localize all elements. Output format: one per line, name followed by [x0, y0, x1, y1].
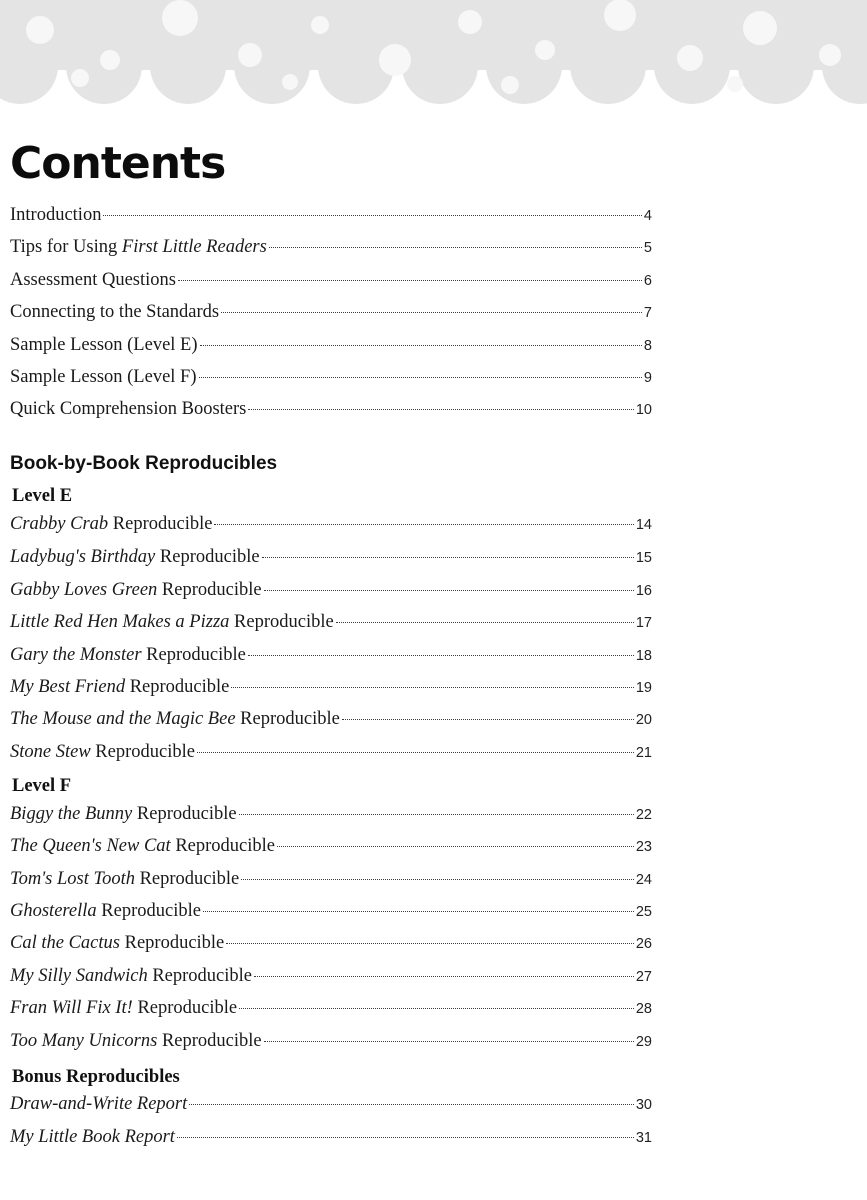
- dot-leader: [264, 590, 634, 591]
- book-title: Crabby Crab: [10, 514, 109, 534]
- toc-page-number: 21: [635, 745, 652, 761]
- bonus-heading: Bonus Reproducibles: [12, 1067, 180, 1087]
- toc-entry-stone-stew[interactable]: [10, 742, 652, 772]
- dot-leader: [177, 1137, 634, 1138]
- toc-page-number: 14: [635, 517, 652, 533]
- dot-leader: [200, 345, 642, 346]
- toc-page-number: 7: [643, 305, 652, 321]
- page-title: Contents: [10, 138, 226, 189]
- book-title: Draw-and-Write Report: [10, 1094, 188, 1114]
- toc-page-number: 24: [635, 872, 652, 888]
- book-title: Too Many Unicorns: [10, 1031, 158, 1051]
- toc-entry-assessment-questions[interactable]: [10, 270, 652, 300]
- toc-page-number: 29: [635, 1034, 652, 1050]
- toc-label: My Best Friend Reproducible: [10, 677, 230, 697]
- toc-page-number: 30: [635, 1097, 652, 1113]
- toc-label: Introduction: [10, 205, 102, 225]
- book-title: My Best Friend: [10, 677, 126, 697]
- toc-entry-fran-will-fix-it[interactable]: [10, 998, 652, 1028]
- toc-entry-gary-the-monster[interactable]: [10, 645, 652, 675]
- toc-label: [10, 1127, 175, 1148]
- toc-page-number: 25: [635, 904, 652, 920]
- book-title: Cal the Cactus: [10, 933, 120, 953]
- book-title: Fran Will Fix It!: [10, 998, 133, 1018]
- banner-dot: [282, 74, 298, 90]
- dot-leader: [178, 280, 642, 281]
- toc-label: Cal the Cactus Reproducible: [10, 933, 225, 953]
- book-title: Biggy the Bunny: [10, 804, 133, 824]
- toc-label: Sample Lesson (Level E): [10, 335, 198, 355]
- toc-entry-comprehension-boosters[interactable]: [10, 399, 652, 429]
- toc-page-number: 18: [635, 648, 652, 664]
- toc-entry-mouse-and-magic-bee[interactable]: [10, 709, 652, 739]
- book-title: Ladybug's Birthday: [10, 547, 156, 567]
- book-title: First Little Readers: [121, 237, 267, 257]
- banner-dot: [458, 10, 482, 34]
- dot-leader: [221, 312, 642, 313]
- banner-dot: [379, 44, 411, 76]
- dot-leader: [254, 976, 634, 977]
- toc-entry-my-little-book-report[interactable]: [10, 1127, 652, 1157]
- book-title: Ghosterella: [10, 901, 97, 921]
- toc-label: Tom's Lost Tooth Reproducible: [10, 869, 240, 889]
- toc-label: Sample Lesson (Level F): [10, 367, 197, 387]
- toc-page-number: 22: [635, 807, 652, 823]
- toc-page-number: 17: [635, 615, 652, 631]
- toc-entry-queens-new-cat[interactable]: [10, 836, 652, 866]
- toc-label: Ladybug's Birthday Reproducible: [10, 547, 260, 567]
- toc-label: Ghosterella Reproducible: [10, 901, 201, 921]
- toc-entry-gabby-loves-green[interactable]: [10, 580, 652, 610]
- toc-entry-ghosterella[interactable]: [10, 901, 652, 931]
- dot-leader: [262, 557, 634, 558]
- banner-dot: [743, 11, 777, 45]
- dot-leader: [277, 846, 634, 847]
- banner-dot: [727, 76, 743, 92]
- toc-entry-toms-lost-tooth[interactable]: [10, 869, 652, 899]
- banner-dot: [677, 45, 703, 71]
- toc-label: Stone Stew Reproducible: [10, 742, 195, 762]
- dot-leader: [264, 1041, 634, 1042]
- toc-entry-cal-the-cactus[interactable]: [10, 933, 652, 963]
- book-title: Little Red Hen Makes a Pizza: [10, 612, 230, 632]
- toc-page-number: 20: [635, 712, 652, 728]
- dot-leader: [103, 215, 641, 216]
- toc-entry-my-silly-sandwich[interactable]: [10, 966, 652, 996]
- book-title: Tom's Lost Tooth: [10, 869, 135, 889]
- decorative-banner: [0, 0, 867, 110]
- banner-dot: [604, 0, 636, 31]
- book-title: The Mouse and the Magic Bee: [10, 709, 236, 729]
- banner-dot: [26, 16, 54, 44]
- dot-leader: [197, 752, 634, 753]
- toc-label: Tips for Using First Little Readers: [10, 237, 267, 257]
- book-title: My Little Book Report: [10, 1127, 175, 1147]
- toc-label: Gary the Monster Reproducible: [10, 645, 246, 665]
- toc-label: The Queen's New Cat Reproducible: [10, 836, 275, 856]
- toc-page-number: 28: [635, 1001, 652, 1017]
- dot-leader: [203, 911, 634, 912]
- toc-label: Biggy the Bunny Reproducible: [10, 804, 237, 824]
- banner-dot: [501, 76, 519, 94]
- book-title: Stone Stew: [10, 742, 91, 762]
- toc-entry-sample-lesson-e[interactable]: [10, 335, 652, 365]
- dot-leader: [241, 879, 634, 880]
- toc-page-number: 9: [643, 370, 652, 386]
- book-title: Gabby Loves Green: [10, 580, 158, 600]
- toc-entry-ladybugs-birthday[interactable]: [10, 547, 652, 577]
- toc-entry-draw-and-write-report[interactable]: [10, 1094, 652, 1124]
- banner-dot: [311, 16, 329, 34]
- dot-leader: [214, 524, 633, 525]
- dot-leader: [199, 377, 642, 378]
- toc-page-number: 10: [635, 402, 652, 418]
- level-f-heading: Level F: [12, 776, 72, 796]
- dot-leader: [336, 622, 634, 623]
- toc-label: Too Many Unicorns Reproducible: [10, 1031, 262, 1051]
- dot-leader: [269, 247, 642, 248]
- dot-leader: [342, 719, 634, 720]
- toc-label: My Silly Sandwich Reproducible: [10, 966, 252, 986]
- book-title: The Queen's New Cat: [10, 836, 171, 856]
- toc-page-number: 26: [635, 936, 652, 952]
- banner-dot: [238, 43, 262, 67]
- toc-page-number: 23: [635, 839, 652, 855]
- dot-leader: [248, 409, 633, 410]
- toc-label: Connecting to the Standards: [10, 302, 220, 322]
- section-heading: Book-by-Book Reproducibles: [10, 453, 278, 474]
- toc-entry-tips[interactable]: [10, 237, 652, 267]
- toc-label: Quick Comprehension Boosters: [10, 399, 247, 419]
- book-title: Gary the Monster: [10, 645, 142, 665]
- toc-entry-introduction[interactable]: [10, 205, 652, 235]
- toc-label: Gabby Loves Green Reproducible: [10, 580, 262, 600]
- toc-entry-crabby-crab[interactable]: [10, 514, 652, 544]
- level-e-heading: Level E: [12, 486, 73, 506]
- banner-dot: [535, 40, 555, 60]
- toc-page-number: 19: [635, 680, 652, 696]
- banner-dot: [819, 44, 841, 66]
- toc-label: Little Red Hen Makes a Pizza Reproducible: [10, 612, 334, 632]
- toc-page-number: 16: [635, 583, 652, 599]
- banner-dot: [100, 50, 120, 70]
- toc-label: Assessment Questions: [10, 270, 176, 290]
- dot-leader: [189, 1104, 634, 1105]
- toc-entry-little-red-hen[interactable]: [10, 612, 652, 642]
- toc-page-number: 8: [643, 338, 652, 354]
- banner-dot: [71, 69, 89, 87]
- toc-label: Crabby Crab Reproducible: [10, 514, 213, 534]
- dot-leader: [231, 687, 633, 688]
- toc-page-number: 31: [635, 1130, 652, 1146]
- toc-page-number: 5: [643, 240, 652, 256]
- toc-page-number: 27: [635, 969, 652, 985]
- toc-page-number: 6: [643, 273, 652, 289]
- toc-entry-biggy-the-bunny[interactable]: [10, 804, 652, 834]
- toc-entry-standards[interactable]: [10, 302, 652, 332]
- toc-label: The Mouse and the Magic Bee Reproducible: [10, 709, 340, 729]
- banner-dot: [162, 0, 198, 36]
- dot-leader: [239, 1008, 634, 1009]
- toc-label: [10, 1094, 187, 1115]
- toc-entry-my-best-friend[interactable]: [10, 677, 652, 707]
- book-title: My Silly Sandwich: [10, 966, 148, 986]
- dot-leader: [248, 655, 634, 656]
- toc-page-number: 15: [635, 550, 652, 566]
- dot-leader: [239, 814, 634, 815]
- toc-entry-too-many-unicorns[interactable]: [10, 1031, 652, 1061]
- dot-leader: [226, 943, 634, 944]
- toc-label: Fran Will Fix It! Reproducible: [10, 998, 238, 1018]
- toc-entry-sample-lesson-f[interactable]: [10, 367, 652, 397]
- toc-page-number: 4: [643, 208, 652, 224]
